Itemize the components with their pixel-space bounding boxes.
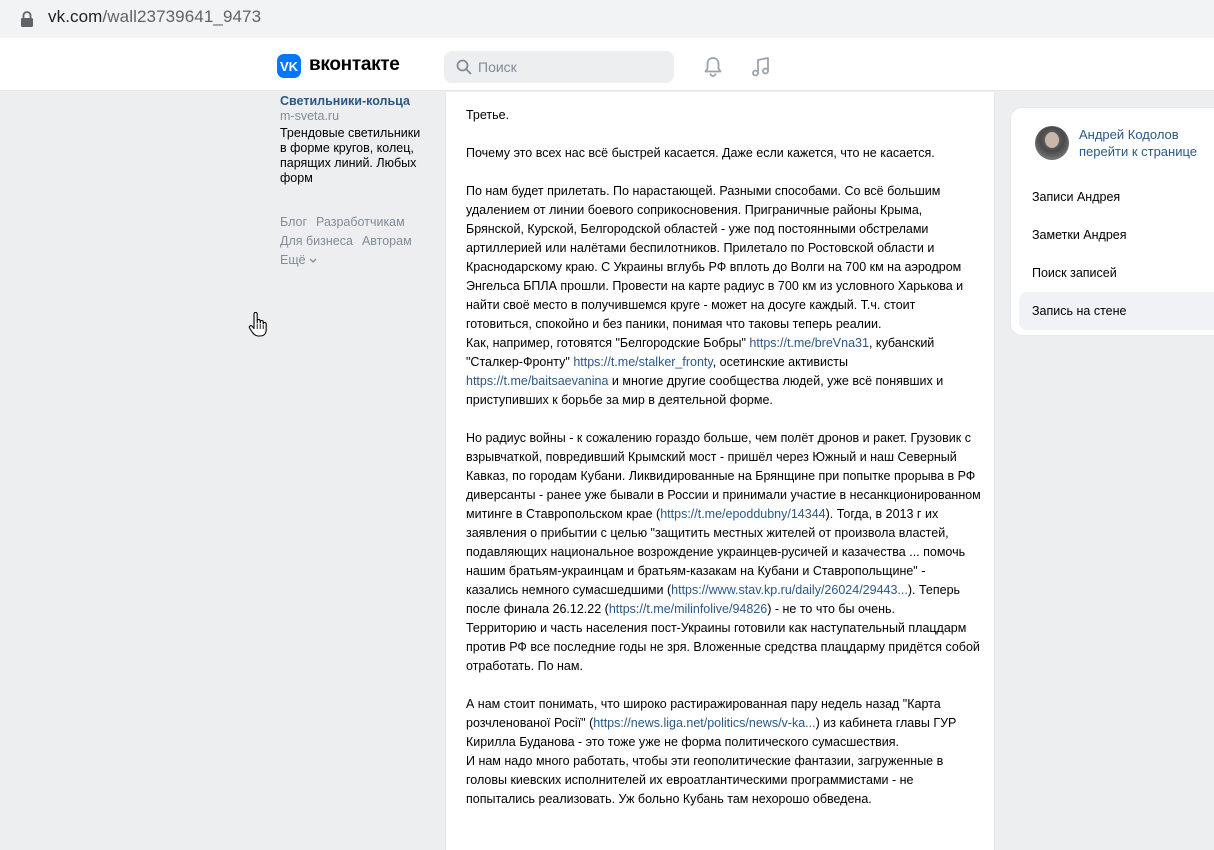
- footer-link-more[interactable]: Ещё: [280, 253, 306, 267]
- post-text-fragment: ). Тогда, в 2013 г их заявления о прибытии с целью "защитить местных жителей от произвола властей, подавляющих национальное возрождение украинцев-русичей и казачества ... помочь нашим братьям-украинцам и братьям-казакам на Кубани и Ставропольщине" - казались немного сумасшедшими (: [466, 507, 966, 597]
- post-text-fragment: ) - не то что бы очень.: [767, 602, 896, 616]
- link-milin[interactable]: https://t.me/milinfolive/94826: [608, 602, 768, 616]
- lock-icon: [20, 11, 34, 27]
- menu-item-wall-post[interactable]: Запись на стене: [1019, 292, 1214, 330]
- music-icon[interactable]: [749, 55, 773, 79]
- bell-icon[interactable]: [701, 55, 725, 79]
- search-box[interactable]: [444, 51, 674, 83]
- url-path: /wall23739641_9473: [102, 7, 262, 26]
- post-text: [466, 106, 981, 828]
- ad-description[interactable]: Трендовые светильники в форме кругов, колец, парящих линий. Любых форм: [280, 126, 421, 185]
- site-header: [0, 38, 1214, 91]
- menu-item-notes[interactable]: Заметки Андрея: [1032, 228, 1127, 242]
- wall-post: [445, 92, 995, 850]
- vk-logo[interactable]: [277, 54, 301, 78]
- post-paragraph-1: Третье.: [466, 108, 510, 122]
- vk-logo-letter: VK: [279, 58, 299, 74]
- ad-title[interactable]: Светильники-кольца: [280, 94, 410, 108]
- search-input[interactable]: [478, 51, 668, 83]
- post-paragraph-3: [466, 182, 981, 410]
- avatar[interactable]: [1035, 126, 1069, 160]
- url-host: vk.com: [48, 7, 103, 26]
- post-text-fragment: ). Теперь после финала 26.12.22 (: [466, 583, 961, 616]
- post-paragraph-2: Почему это всех нас всё быстрей касается. Даже если кажется, что не касается.: [466, 146, 935, 160]
- footer-links: [280, 213, 430, 270]
- post-text-fragment: , осетинские активисты: [712, 355, 848, 369]
- vk-logo-text[interactable]: вконтакте: [309, 54, 400, 75]
- link-stav[interactable]: https://www.stav.kp.ru/daily/26024/29443...: [671, 583, 908, 597]
- link-epoddubny[interactable]: https://t.me/epoddubny/14344: [660, 507, 826, 521]
- browser-address-bar: [0, 0, 1214, 38]
- menu-item-posts[interactable]: Записи Андрея: [1032, 190, 1121, 204]
- post-text-fragment: и многие другие сообщества людей, уже всё понявших и приступивших к борьбе за мир в деятельной форме.: [466, 374, 944, 407]
- profile-name[interactable]: Андрей Кодолов: [1079, 127, 1179, 142]
- link-liga[interactable]: https://news.liga.net/politics/news/v-ka...: [593, 716, 816, 730]
- footer-link-developers[interactable]: Разработчикам: [316, 215, 405, 229]
- url-field[interactable]: [4, 0, 1214, 36]
- link-stalker[interactable]: https://t.me/stalker_fronty: [573, 355, 713, 369]
- post-paragraph-3-text: По нам будет прилетать. По нарастающей. Разными способами. Со всё большим удалением от линии боевого соприкосновения. Приграничные районы Крыма, Брянской, Курской, Белгородской областей - уже под постоянными обстрелами артиллерией или налётами беспилотников. Прилетало по Ростовской области и Краснодарскому краю. С Украины вглубь РФ вплоть до Волги на 700 км на аэродром Энгельса БПЛА прошли. Провести на карте радиус в 700 км из условного Харькова и найти своё место в получившемся круге - может на досуге каждый. Т.ч. стоит готовиться, спокойно и без паники, понимая что таковы теперь реалии.: [466, 184, 964, 331]
- url-text: [48, 7, 261, 27]
- footer-link-business[interactable]: Для бизнеса: [280, 234, 353, 248]
- post-text-fragment: Как, например, готовятся "Белгородские Бобры": [466, 336, 750, 350]
- ad-site[interactable]: m-sveta.ru: [280, 109, 340, 123]
- post-text-fragment: А нам стоит понимать, что широко растиражированная пару недель назад "Карта розчленованої Росії" (: [466, 697, 941, 730]
- search-icon: [456, 59, 472, 75]
- right-column: [1010, 107, 1214, 336]
- post-text-fragment: Но радиус войны - к сожалению гораздо больше, чем полёт дронов и ракет. Грузовик с взрывчаткой, повредивший Крымский мост - пришёл через Южный и наш Северный Кавказ, по городам Кубани. Ликвидированные на Брянщине при попытке прорыва в РФ диверсанты - ранее уже бывали в России и принимали участие в несанкционированном митинге в Ставропольском крае (: [466, 431, 981, 521]
- post-paragraph-5: [466, 695, 981, 809]
- wall-menu: [1019, 178, 1214, 330]
- link-baitsaev[interactable]: https://t.me/baitsaevanina: [466, 374, 609, 388]
- post-text-fragment: , кубанский "Сталкер-Фронту": [466, 336, 935, 369]
- profile-link[interactable]: перейти к странице: [1079, 144, 1198, 159]
- post-text-fragment: И нам надо много работать, чтобы эти геополитические фантазии, загруженные в головы киевских исполнителей их евроатлантическими программистами - не попытались реализовать. Уж больно Кубань там нехорошо обведена.: [466, 754, 944, 806]
- footer-link-blog[interactable]: Блог: [280, 215, 308, 229]
- hand-cursor-icon: [248, 312, 268, 338]
- post-text-fragment: Территорию и часть населения пост-Украины готовили как наступательный плацдарм против РФ все последние годы не зря. Вложенные средства плацдарму придётся собой отработать. По нам.: [466, 621, 980, 673]
- link-bobry[interactable]: https://t.me/breVna31: [749, 336, 869, 350]
- footer-link-authors[interactable]: Авторам: [361, 234, 412, 248]
- post-text-fragment: ) из кабинета главы ГУР Кирилла Буданова - это тоже уже не форма политического сумасшествия.: [466, 716, 957, 749]
- profile-card[interactable]: [1035, 126, 1198, 160]
- chevron-down-icon: [309, 258, 317, 264]
- post-paragraph-4: [466, 429, 981, 676]
- menu-item-search[interactable]: Поиск записей: [1032, 266, 1117, 280]
- left-column: [280, 92, 430, 270]
